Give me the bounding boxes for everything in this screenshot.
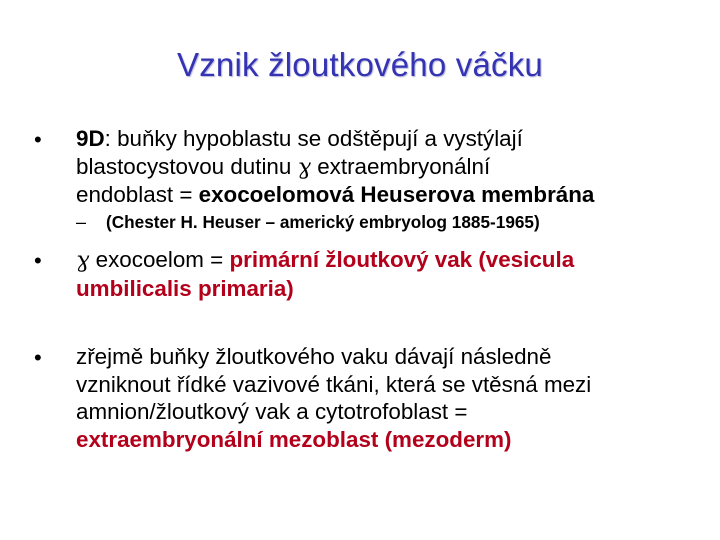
bullet-item-3 xyxy=(76,343,716,453)
bullet-1-line-1: 9D: buňky hypoblastu se odštěpují a vystýlají xyxy=(76,126,523,151)
bullet-3-line-3: amnion/žloutkový vak a cytotrofoblast = xyxy=(76,399,468,424)
slide-title: Vznik žloutkového váčku xyxy=(177,46,543,83)
bullet-1-line-2: blastocystovou dutinu ɣ extraembryonální xyxy=(76,153,491,180)
bullet-1-line-3: endoblast = exocoelomová Heuserova membrána xyxy=(76,182,595,207)
arrow-icon: ɣ xyxy=(76,247,90,273)
bullet-3-line-2: vzniknout řídké vazivové tkáni, která se vtěsná mezi xyxy=(76,371,592,397)
bullet-marker: • xyxy=(34,127,42,152)
bullet-2-line-2: umbilicalis primaria) xyxy=(76,275,294,301)
bullet-marker: • xyxy=(34,248,42,273)
bullet-item-1 xyxy=(76,125,716,209)
bullet-3-line-1: zřejmě buňky žloutkového vaku dávají následně xyxy=(76,344,552,369)
sub-bullet-dash: – xyxy=(76,212,87,232)
bullet-3-line-4: extraembryonální mezoblast (mezoderm) xyxy=(76,426,512,452)
arrow-icon: ɣ xyxy=(297,153,311,180)
bullet-marker: • xyxy=(34,345,42,370)
bullet-item-2 xyxy=(76,246,716,302)
sub-bullet-heuser: (Chester H. Heuser – americký embryolog 1885-1965) xyxy=(106,212,540,232)
day-label: 9D xyxy=(76,126,105,151)
primary-yolk-sac-term: primární žloutkový vak (vesicula xyxy=(229,247,575,272)
membrane-term: exocoelomová Heuserova membrána xyxy=(198,182,595,207)
bullet-2-line-1: ɣ exocoelom = primární žloutkový vak (vesicula xyxy=(76,247,575,273)
